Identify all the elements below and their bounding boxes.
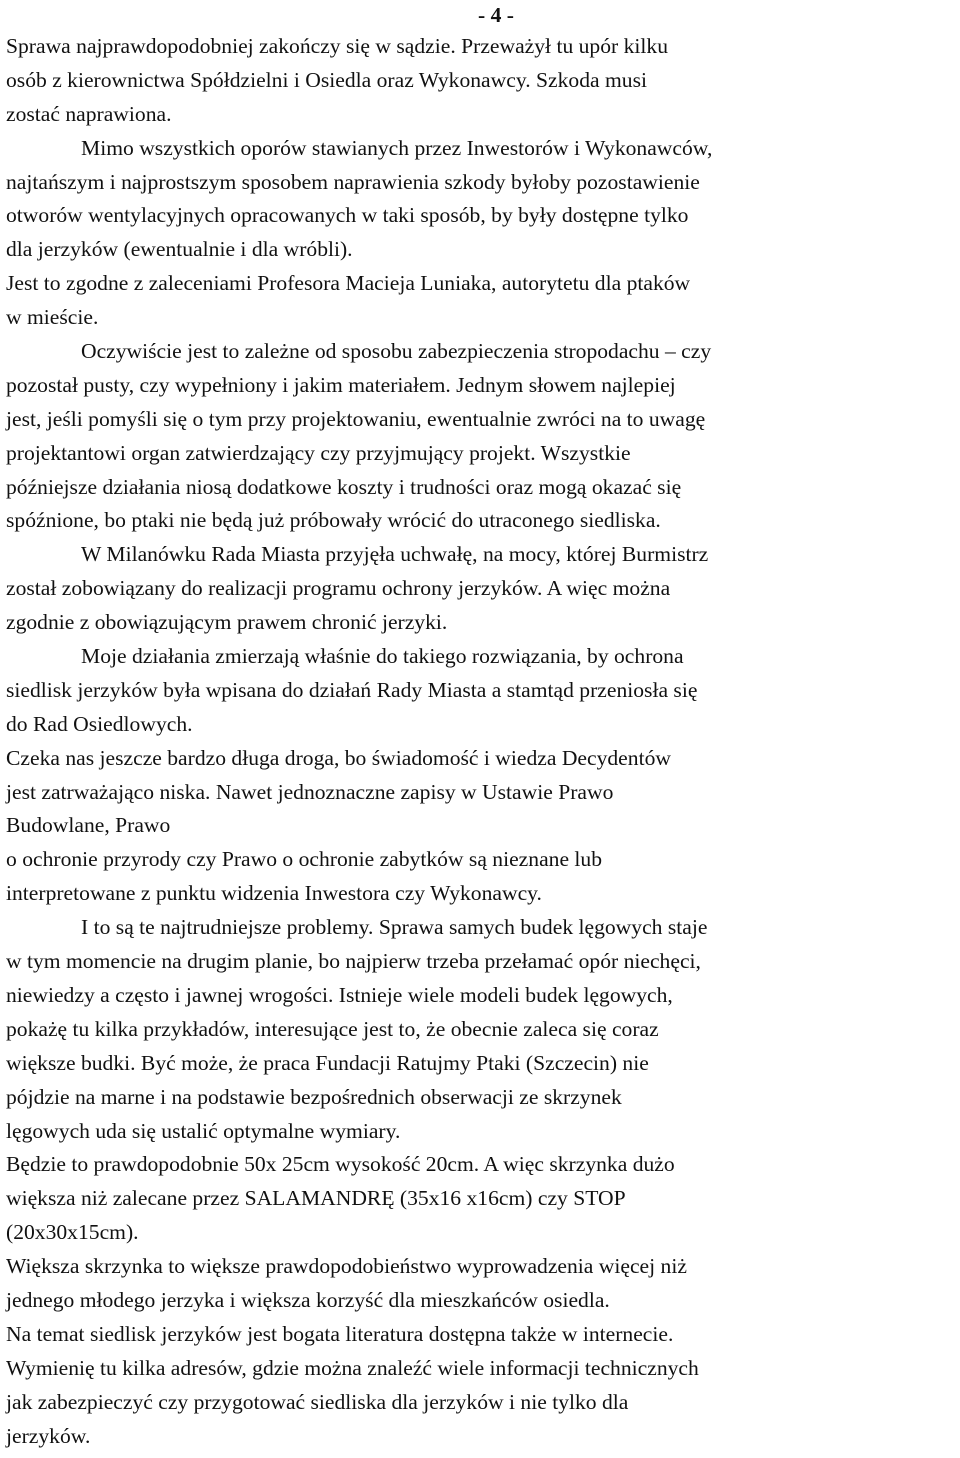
text-line: pokażę tu kilka przykładów, interesujące jest to, że obecnie zaleca się coraz [6, 1016, 659, 1041]
text-line: zgodnie z obowiązującym prawem chronić jerzyki. [6, 610, 448, 635]
text-line: zostać naprawiona. [6, 101, 172, 126]
text-line: jest, jeśli pomyśli się o tym przy projektowaniu, ewentualnie zwróci na to uwagę [6, 406, 706, 431]
text-line: najtańszym i najprostszym sposobem naprawienia szkody byłoby pozostawienie [6, 169, 700, 194]
text-line: Mimo wszystkich oporów stawianych przez Inwestorów i Wykonawców, [81, 135, 713, 160]
text-line: I to są te najtrudniejsze problemy. Sprawa samych budek lęgowych staje [81, 915, 708, 940]
text-line: Oczywiście jest to zależne od sposobu zabezpieczenia stropodachu – czy [81, 339, 712, 364]
text-line: projektantowi organ zatwierdzający czy przyjmujący projekt. Wszystkie [6, 440, 631, 465]
text-line: (20x30x15cm). [6, 1220, 139, 1245]
text-line: Większa skrzynka to większe prawdopodobieństwo wyprowadzenia więcej niż [6, 1254, 687, 1279]
text-line: interpretowane z punktu widzenia Inwestora czy Wykonawcy. [6, 881, 542, 906]
text-line: otworów wentylacyjnych opracowanych w taki sposób, by były dostępne tylko [6, 203, 689, 228]
text-line: Czeka nas jeszcze bardzo długa droga, bo świadomość i wiedza Decydentów [6, 745, 671, 770]
text-line: jak zabezpieczyć czy przygotować siedliska dla jerzyków i nie tylko dla [6, 1389, 629, 1414]
text-line: pozostał pusty, czy wypełniony i jakim materiałem. Jednym słowem najlepiej [6, 372, 676, 397]
text-line: niewiedzy a często i jawnej wrogości. Istnieje wiele modeli budek lęgowych, [6, 982, 673, 1007]
text-line: Na temat siedlisk jerzyków jest bogata literatura dostępna także w internecie. [6, 1321, 674, 1346]
text-line: późniejsze działania niosą dodatkowe koszty i trudności oraz mogą okazać się [6, 474, 682, 499]
text-line: Będzie to prawdopodobnie 50x 25cm wysokość 20cm. A więc skrzynka dużo [6, 1152, 675, 1177]
document-page [6, 0, 956, 1453]
text-line: Jest to zgodne z zaleceniami Profesora Macieja Luniaka, autorytetu dla ptaków [6, 271, 691, 296]
text-line: Sprawa najprawdopodobniej zakończy się w sądzie. Przeważył tu upór kilku [6, 34, 669, 58]
text-line: o ochronie przyrody czy Prawo o ochronie zabytków są nieznane lub [6, 847, 603, 872]
text-line: jednego młodego jerzyka i większa korzyść dla mieszkańców osiedla. [6, 1287, 610, 1312]
text-line: większe budki. Być może, że praca Fundacji Ratujmy Ptaki (Szczecin) nie [6, 1050, 649, 1075]
body-text [6, 30, 956, 1453]
text-line: pójdzie na marne i na podstawie bezpośrednich obserwacji ze skrzynek [6, 1084, 622, 1109]
text-line: Wymienię tu kilka adresów, gdzie można znaleźć wiele informacji technicznych [6, 1355, 699, 1380]
text-line: Moje działania zmierzają właśnie do takiego rozwiązania, by ochrona [81, 644, 684, 669]
text-line: osób z kierownictwa Spółdzielni i Osiedla oraz Wykonawcy. Szkoda musi [6, 67, 647, 92]
text-line: lęgowych uda się ustalić optymalne wymiary. [6, 1118, 401, 1143]
text-line: jerzyków. [6, 1423, 91, 1448]
text-line: siedlisk jerzyków była wpisana do działań Rady Miasta a stamtąd przeniosła się [6, 677, 698, 702]
text-line: w mieście. [6, 305, 99, 330]
text-line: dla jerzyków (ewentualnie i dla wróbli). [6, 237, 353, 262]
text-line: został zobowiązany do realizacji programu ochrony jerzyków. A więc można [6, 576, 671, 601]
text-line: w tym momencie na drugim planie, bo najpierw trzeba przełamać opór niechęci, [6, 949, 701, 974]
text-line: Budowlane, Prawo [6, 813, 171, 838]
page-number: - 4 - [478, 3, 514, 27]
text-line: jest zatrważająco niska. Nawet jednoznaczne zapisy w Ustawie Prawo [6, 779, 614, 804]
text-line: do Rad Osiedlowych. [6, 711, 193, 736]
text-line: większa niż zalecane przez SALAMANDRĘ (35x16 x16cm) czy STOP [6, 1186, 626, 1211]
text-line: W Milanówku Rada Miasta przyjęła uchwałę, na mocy, której Burmistrz [81, 542, 709, 567]
text-line: spóźnione, bo ptaki nie będą już próbowały wrócić do utraconego siedliska. [6, 508, 661, 533]
